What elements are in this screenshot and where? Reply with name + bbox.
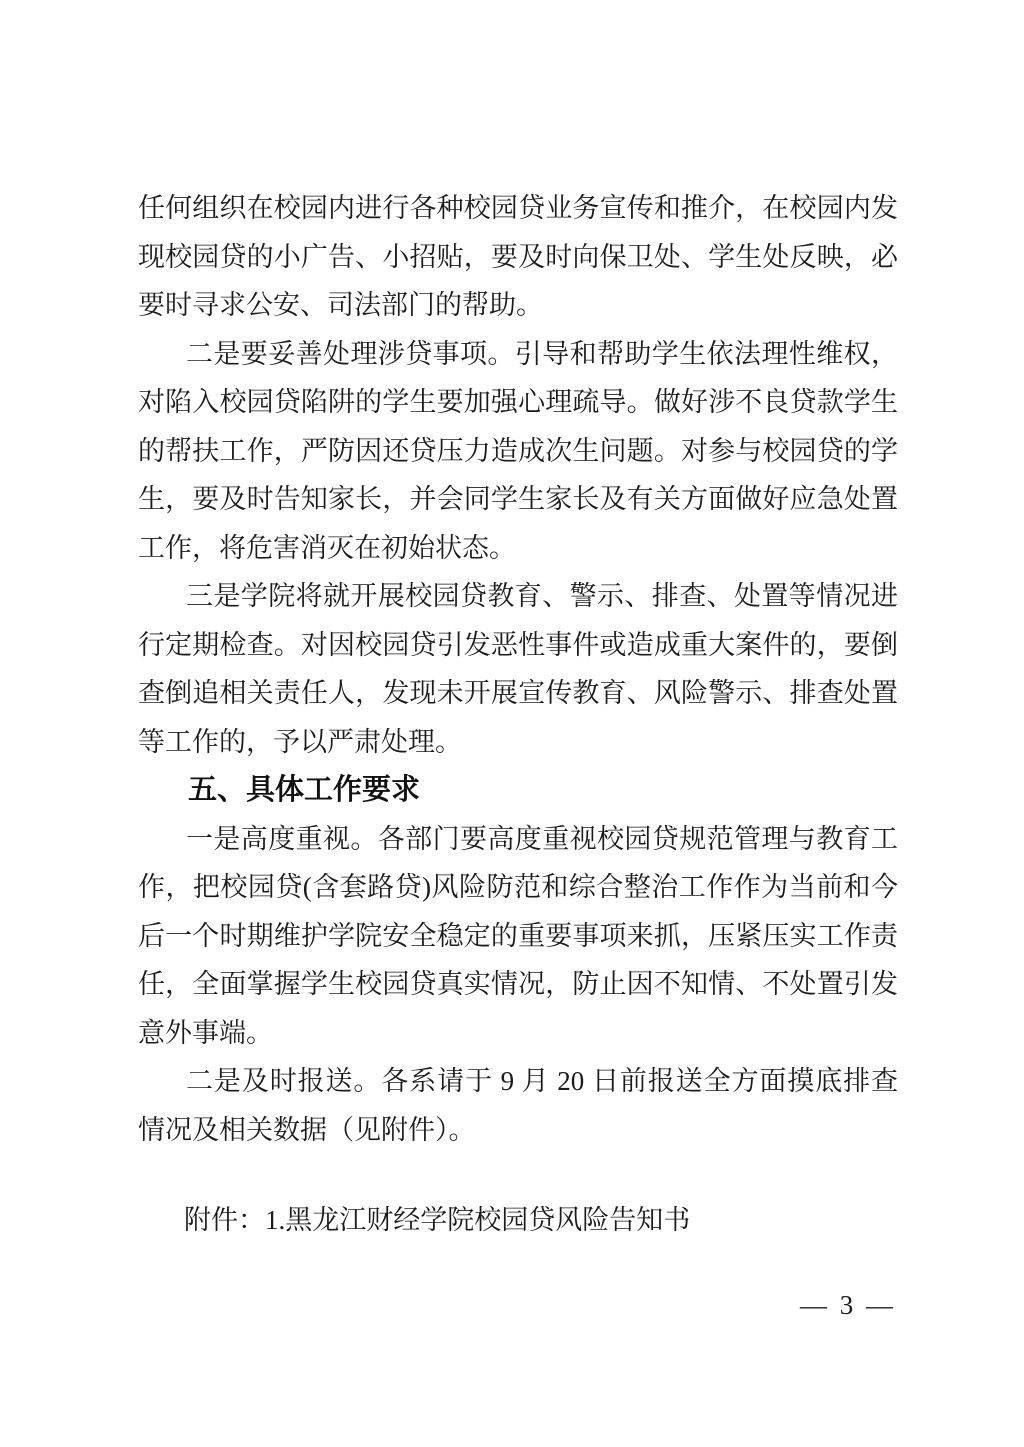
text-line: 一是高度重视。各部门要高度重视校园贷规范管理与教育工 [186, 823, 898, 854]
attachment-line: 附件：1.黑龙江财经学院校园贷风险告知书 [184, 1205, 691, 1235]
section-heading: 五、具体工作要求 [188, 774, 421, 806]
paragraph [138, 330, 898, 573]
text-line: 任，全面掌握学生校园贷真实情况，防止因不知情、不处置引发 [138, 969, 898, 999]
text-line: 对陷入校园贷陷阱的学生要加强心理疏导。做好涉不良贷款学生 [138, 387, 898, 417]
text-line: 工作，将危害消灭在初始状态。 [138, 532, 516, 563]
text-line: 二是要妥善处理涉贷事项。引导和帮助学生依法理性维权， [186, 338, 898, 369]
text-line: 三是学院将就开展校园贷教育、警示、排查、处置等情况进 [186, 581, 898, 611]
text-line: 情况及相关数据（见附件）。 [138, 1114, 476, 1145]
text-line: 等工作的，予以严肃处理。 [138, 726, 462, 757]
paragraph [138, 572, 898, 766]
text-line: 任何组织在校园内进行各种校园贷业务宣传和推介，在校园内发 [138, 193, 898, 223]
text-line: 要时寻求公安、司法部门的帮助。 [138, 290, 543, 320]
text-line: 行定期检查。对因校园贷引发恶性事件或造成重大案件的，要倒 [138, 629, 898, 660]
page-number: — 3 — [800, 1290, 896, 1320]
text-line: 现校园贷的小广告、小招贴，要及时向保卫处、学生处反映，必 [138, 241, 898, 272]
text-line: 二是及时报送。各系请于 9 月 20 日前报送全方面摸底排查 [186, 1066, 898, 1096]
text-line: 意外事端。 [138, 1017, 273, 1048]
paragraph [138, 1057, 898, 1154]
paragraph [138, 184, 898, 330]
text-line: 的帮扶工作，严防因还贷压力造成次生问题。对参与校园贷的学 [138, 435, 898, 466]
text-line: 作，把校园贷(含套路贷)风险防范和综合整治工作作为当前和今 [138, 872, 898, 902]
paragraph [138, 815, 898, 1058]
text-line: 后一个时期维护学院安全稳定的重要事项来抓，压紧压实工作责 [138, 920, 898, 951]
document-body [138, 184, 898, 1154]
text-line: 生，要及时告知家长，并会同学生家长及有关方面做好应急处置 [138, 484, 898, 514]
text-line: 查倒追相关责任人，发现未开展宣传教育、风险警示、排查处置 [138, 678, 898, 708]
